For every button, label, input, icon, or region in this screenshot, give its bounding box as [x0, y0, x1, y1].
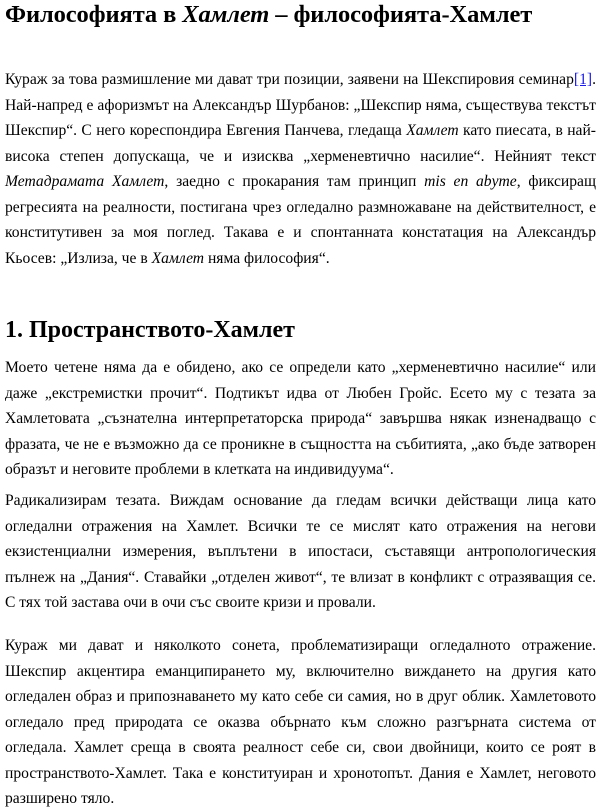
para1-text-1: Кураж за това размишление ми дават три позиции, заявени на Шекспировия семинар	[5, 71, 574, 88]
para1-italic-4: Хамлет	[151, 249, 205, 267]
section-heading: 1. Пространството-Хамлет	[5, 317, 295, 343]
para1-text-6: няма философия“.	[204, 249, 330, 267]
para1-text-4: , заедно с прокарания там принцип	[164, 173, 425, 190]
title-text-italic: Хамлет	[182, 1, 270, 28]
title-text-part1: Философията в	[5, 1, 183, 28]
para1-text-2: . Най-напред е афоризмът на Александър Шурбанов: „Шекспир няма, съществува текстът Шекспир“. С него кореспондира Евгения Панчева, гледаща	[5, 71, 596, 139]
paragraph-3: Радикализирам тезата. Виждам основание да гледам всички действащи лица като огледални отражения на Хамлет. Всички те се мислят като отражения на негови екзистенциални измерения, въплътени в ипостаси, съставящи антропологическия пълнеж на „Дания“. Ставайки „отделен живот“, те влизат в конфликт с отразяващия се. С тях той застава очи в очи със своите кризи и провали.	[5, 492, 596, 611]
paragraph-intro	[5, 67, 596, 271]
footnote-link[interactable]: [1]	[573, 71, 593, 88]
para1-italic-3: mis en abyme	[424, 173, 517, 190]
title-text-part3: – философията-Хамлет	[269, 1, 533, 28]
document-title	[5, 0, 596, 30]
paragraph-2: Моето четене няма да е обидено, ако се определи като „херменевтично насилие“ или даже „екстремистки прочит“. Подтикът идва от Любен Гройс. Есето му с тезата за Хамлетовата „съзнателна интерпретаторска природа“ завършва някак изненадващо с фразата, че не е възможно да се проникне в същността на събитията, „ако бъде затворен образът и неговите проблеми в клетката на индивидуума“.	[5, 359, 596, 478]
paragraph-4: Кураж ми дават и няколкото сонета, проблематизиращи огледалното отражение. Шекспир акцентира еманципирането му, включително виждането на другия като огледален образ и припознаването му като себе си самия, но в друг облик. Хамлетовото огледало пред природата се оказва обърнато към сложно разгърната система от огледала. Хамлет среща в своята реалност себе си, свои двойници, които се роят в пространството-Хамлет. Така е конституиран и хронотопът. Дания е Хамлет, неговото разширено тяло.	[5, 637, 596, 807]
para1-text-5: , фиксиращ регресията на реалности, постигана чрез огледално размножаване на действителност, е конститутивен за моя поглед. Такава е и спонтанната констатация на Александър Кьосев: „Излиза, че в	[5, 173, 596, 267]
para1-italic-1: Хамлет	[406, 122, 459, 139]
para1-italic-2: Метадрамата Хамлет	[5, 173, 165, 190]
para1-text-3: като пиесата, в най-висока степен допускаща, че и изисква „херменевтично насилие“. Нейният текст	[5, 122, 596, 165]
